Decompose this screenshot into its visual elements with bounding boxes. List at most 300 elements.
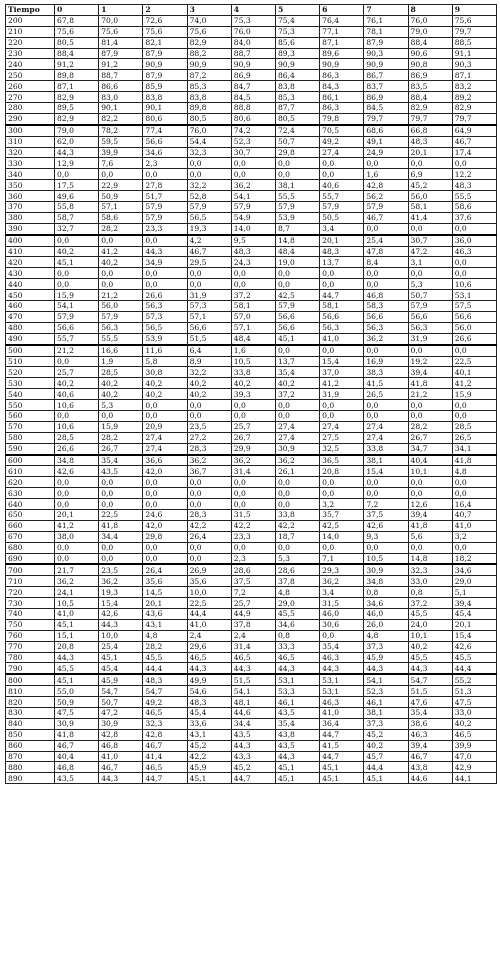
table-cell: 0,0: [320, 279, 364, 290]
table-cell: 26,5: [452, 432, 496, 443]
table-cell: 28,3: [187, 509, 231, 520]
table-row: [6, 279, 497, 290]
table-cell: 31,5: [320, 598, 364, 609]
table-cell: 57,9: [231, 202, 275, 213]
table-row: [6, 663, 497, 674]
table-cell: 36,6: [143, 455, 187, 466]
table-row: [6, 466, 497, 477]
table-cell: 0,0: [187, 268, 231, 279]
table-row: [6, 751, 497, 762]
table-cell: 20,9: [143, 421, 187, 432]
row-time-cell: 620: [6, 477, 55, 488]
table-cell: 89,3: [275, 48, 319, 59]
table-cell: 5,1: [452, 587, 496, 598]
table-cell: 38,1: [364, 708, 408, 719]
table-cell: 88,8: [231, 103, 275, 114]
table-cell: 87,9: [99, 48, 143, 59]
table-row: [6, 686, 497, 697]
table-cell: 9,3: [364, 531, 408, 542]
table-cell: 56,6: [275, 322, 319, 333]
table-cell: 44,3: [364, 663, 408, 674]
table-cell: 28,5: [99, 367, 143, 378]
table-cell: 39,4: [408, 509, 452, 520]
table-cell: 57,5: [452, 301, 496, 312]
table-cell: 44,3: [275, 663, 319, 674]
table-cell: 70,0: [99, 15, 143, 26]
table-cell: 46,1: [364, 697, 408, 708]
table-cell: 50,7: [275, 136, 319, 147]
table-cell: 34,6: [364, 598, 408, 609]
table-cell: 91,2: [55, 59, 99, 70]
table-cell: 88,2: [187, 48, 231, 59]
table-cell: 0,0: [143, 400, 187, 411]
table-cell: 85,6: [275, 37, 319, 48]
row-time-cell: 550: [6, 400, 55, 411]
table-cell: 44,4: [187, 608, 231, 619]
table-cell: 54,4: [187, 136, 231, 147]
row-time-cell: 250: [6, 70, 55, 81]
table-cell: 41,2: [452, 378, 496, 389]
table-cell: 54,7: [408, 674, 452, 685]
row-time-cell: 350: [6, 180, 55, 191]
table-cell: 37,0: [320, 367, 364, 378]
table-cell: 85,3: [187, 81, 231, 92]
table-cell: 0,0: [320, 400, 364, 411]
table-cell: 34,4: [99, 531, 143, 542]
table-cell: 37,6: [452, 212, 496, 223]
table-cell: 0,0: [143, 488, 187, 499]
table-cell: 15,4: [320, 356, 364, 367]
table-cell: 45,4: [99, 663, 143, 674]
table-cell: 38,0: [55, 531, 99, 542]
table-cell: 26,7: [231, 432, 275, 443]
table-row: [6, 718, 497, 729]
table-cell: 86,1: [320, 92, 364, 103]
table-cell: 0,0: [55, 235, 99, 246]
table-cell: 45,1: [55, 674, 99, 685]
table-cell: 55,2: [452, 674, 496, 685]
row-time-cell: 800: [6, 674, 55, 685]
table-cell: 36,2: [231, 455, 275, 466]
table-cell: 44,3: [231, 740, 275, 751]
table-row: [6, 322, 497, 333]
table-cell: 57,9: [364, 202, 408, 213]
row-time-cell: 210: [6, 26, 55, 37]
table-cell: 11,6: [143, 345, 187, 356]
table-cell: 44,1: [452, 773, 496, 784]
table-cell: 78,2: [99, 125, 143, 136]
table-cell: 19,2: [408, 356, 452, 367]
table-cell: 29,6: [187, 641, 231, 652]
table-cell: 41,0: [99, 751, 143, 762]
table-row: [6, 333, 497, 344]
table-cell: 57,3: [143, 311, 187, 322]
table-row: [6, 246, 497, 257]
table-cell: 58,1: [408, 202, 452, 213]
table-cell: 53,1: [320, 674, 364, 685]
row-time-cell: 730: [6, 598, 55, 609]
table-row: [6, 477, 497, 488]
table-cell: 0,0: [187, 158, 231, 169]
table-cell: 30,7: [408, 235, 452, 246]
table-cell: 12,9: [55, 158, 99, 169]
table-cell: 46,7: [55, 740, 99, 751]
table-row: [6, 48, 497, 59]
table-cell: 24,1: [55, 587, 99, 598]
table-cell: 14,8: [275, 235, 319, 246]
table-cell: 67,8: [55, 15, 99, 26]
table-cell: 56,5: [187, 212, 231, 223]
table-cell: 90,9: [143, 59, 187, 70]
table-cell: 90,1: [99, 103, 143, 114]
table-cell: 46,3: [452, 246, 496, 257]
table-cell: 48,3: [408, 136, 452, 147]
table-row: [6, 773, 497, 784]
table-cell: 48,3: [452, 180, 496, 191]
table-cell: 44,6: [231, 708, 275, 719]
table-cell: 23,3: [143, 223, 187, 234]
table-cell: 9,5: [231, 235, 275, 246]
table-cell: 75,6: [55, 26, 99, 37]
table-cell: 56,3: [364, 322, 408, 333]
table-row: [6, 443, 497, 454]
table-cell: 0,0: [143, 268, 187, 279]
table-cell: 68,6: [364, 125, 408, 136]
table-cell: 76,4: [320, 15, 364, 26]
table-cell: 27,8: [143, 180, 187, 191]
table-cell: 48,3: [143, 674, 187, 685]
table-cell: 3,2: [452, 531, 496, 542]
table-cell: 37,2: [408, 598, 452, 609]
row-time-cell: 630: [6, 488, 55, 499]
column-header-tiempo: Tiempo: [6, 5, 55, 16]
table-cell: 0,0: [275, 400, 319, 411]
table-cell: 22,5: [99, 509, 143, 520]
table-cell: 58,3: [364, 301, 408, 312]
table-cell: 41,5: [320, 740, 364, 751]
row-time-cell: 320: [6, 147, 55, 158]
table-cell: 25,7: [231, 421, 275, 432]
table-cell: 16,4: [452, 499, 496, 510]
table-cell: 28,2: [99, 223, 143, 234]
table-cell: 2,4: [187, 630, 231, 641]
table-cell: 1,9: [99, 356, 143, 367]
table-cell: 32,3: [408, 564, 452, 575]
table-cell: 86,9: [231, 70, 275, 81]
row-time-cell: 460: [6, 301, 55, 312]
table-cell: 32,2: [187, 180, 231, 191]
table-row: [6, 367, 497, 378]
table-cell: 0,8: [364, 587, 408, 598]
table-cell: 45,1: [320, 773, 364, 784]
table-cell: 43,1: [143, 619, 187, 630]
table-cell: 8,7: [275, 223, 319, 234]
table-cell: 86,9: [408, 70, 452, 81]
table-cell: 30,9: [275, 443, 319, 454]
table-cell: 44,6: [408, 773, 452, 784]
table-cell: 87,7: [275, 103, 319, 114]
table-cell: 44,7: [143, 773, 187, 784]
table-cell: 57,0: [231, 311, 275, 322]
table-row: [6, 136, 497, 147]
table-cell: 36,2: [231, 180, 275, 191]
table-cell: 82,9: [408, 103, 452, 114]
table-cell: 51,3: [452, 686, 496, 697]
table-cell: 86,6: [99, 81, 143, 92]
table-cell: 0,0: [452, 268, 496, 279]
table-cell: 84,7: [231, 81, 275, 92]
row-time-cell: 820: [6, 697, 55, 708]
table-cell: 79,7: [364, 113, 408, 124]
table-cell: 0,0: [275, 499, 319, 510]
table-row: [6, 345, 497, 356]
row-time-cell: 690: [6, 553, 55, 564]
table-cell: 13,7: [320, 257, 364, 268]
table-cell: 15,9: [452, 389, 496, 400]
table-cell: 41,0: [55, 608, 99, 619]
table-cell: 21,2: [55, 345, 99, 356]
table-cell: 46,7: [143, 740, 187, 751]
table-cell: 42,0: [143, 520, 187, 531]
table-cell: 0,0: [99, 488, 143, 499]
table-cell: 0,0: [408, 345, 452, 356]
table-cell: 45,1: [187, 773, 231, 784]
table-cell: 26,6: [143, 290, 187, 301]
table-cell: 90,9: [364, 59, 408, 70]
table-cell: 0,0: [452, 223, 496, 234]
table-cell: 26,6: [55, 443, 99, 454]
table-cell: 40,2: [364, 740, 408, 751]
table-cell: 45,2: [187, 740, 231, 751]
table-cell: 83,2: [452, 81, 496, 92]
table-row: [6, 576, 497, 587]
table-cell: 41,2: [55, 520, 99, 531]
table-cell: 44,4: [143, 663, 187, 674]
column-header-7: 7: [364, 5, 408, 16]
table-cell: 56,6: [275, 311, 319, 322]
table-cell: 31,5: [231, 509, 275, 520]
table-row: [6, 608, 497, 619]
table-cell: 58,1: [231, 301, 275, 312]
table-cell: 43,5: [231, 729, 275, 740]
table-cell: 90,9: [275, 59, 319, 70]
row-time-cell: 310: [6, 136, 55, 147]
row-time-cell: 880: [6, 762, 55, 773]
table-cell: 0,0: [320, 630, 364, 641]
table-row: [6, 113, 497, 124]
table-cell: 36,5: [320, 455, 364, 466]
table-cell: 42,6: [55, 466, 99, 477]
table-cell: 5,3: [99, 400, 143, 411]
table-cell: 45,5: [408, 652, 452, 663]
table-cell: 87,9: [143, 70, 187, 81]
table-cell: 26,9: [187, 564, 231, 575]
table-cell: 21,2: [99, 290, 143, 301]
table-cell: 0,0: [452, 345, 496, 356]
table-cell: 79,7: [452, 26, 496, 37]
table-cell: 39,3: [231, 389, 275, 400]
table-cell: 46,3: [320, 652, 364, 663]
table-cell: 36,0: [452, 235, 496, 246]
table-cell: 75,6: [99, 26, 143, 37]
table-cell: 0,0: [143, 477, 187, 488]
table-cell: 0,0: [231, 542, 275, 553]
table-cell: 79,8: [320, 113, 364, 124]
table-cell: 34,1: [452, 443, 496, 454]
table-row: [6, 191, 497, 202]
table-cell: 0,0: [275, 268, 319, 279]
table-cell: 22,5: [452, 356, 496, 367]
table-cell: 10,5: [55, 598, 99, 609]
table-cell: 45,5: [452, 652, 496, 663]
table-cell: 0,0: [231, 400, 275, 411]
table-cell: 52,3: [231, 136, 275, 147]
row-time-cell: 860: [6, 740, 55, 751]
table-cell: 56,6: [55, 322, 99, 333]
table-cell: 35,7: [320, 509, 364, 520]
table-row: [6, 531, 497, 542]
table-cell: 57,9: [99, 311, 143, 322]
table-cell: 38,6: [408, 718, 452, 729]
table-cell: 90,1: [143, 103, 187, 114]
table-cell: 29,0: [275, 598, 319, 609]
column-header-8: 8: [408, 5, 452, 16]
table-cell: 43,8: [275, 729, 319, 740]
row-time-cell: 610: [6, 466, 55, 477]
table-cell: 20,1: [55, 509, 99, 520]
table-cell: 46,7: [187, 246, 231, 257]
table-cell: 52,8: [187, 191, 231, 202]
table-cell: 58,6: [99, 212, 143, 223]
table-cell: 88,4: [408, 92, 452, 103]
table-cell: 86,3: [320, 103, 364, 114]
table-row: [6, 235, 497, 246]
table-cell: 45,5: [275, 608, 319, 619]
table-cell: 45,2: [408, 180, 452, 191]
table-cell: 40,2: [187, 389, 231, 400]
table-cell: 48,3: [231, 246, 275, 257]
table-cell: 83,5: [408, 81, 452, 92]
table-cell: 12,2: [452, 169, 496, 180]
table-cell: 84,5: [231, 92, 275, 103]
table-cell: 41,2: [99, 246, 143, 257]
table-cell: 40,2: [143, 378, 187, 389]
table-cell: 23,3: [231, 531, 275, 542]
table-cell: 0,0: [452, 477, 496, 488]
table-cell: 34,9: [143, 257, 187, 268]
table-cell: 5,6: [408, 531, 452, 542]
column-header-2: 2: [143, 5, 187, 16]
table-cell: 28,6: [231, 564, 275, 575]
table-cell: 32,3: [143, 718, 187, 729]
table-cell: 14,0: [231, 223, 275, 234]
table-cell: 0,0: [55, 410, 99, 421]
table-row: [6, 652, 497, 663]
table-cell: 0,0: [55, 553, 99, 564]
row-time-cell: 650: [6, 509, 55, 520]
table-cell: 31,9: [408, 333, 452, 344]
table-cell: 53,3: [275, 686, 319, 697]
table-cell: 28,5: [55, 432, 99, 443]
table-cell: 20,1: [452, 619, 496, 630]
column-header-3: 3: [187, 5, 231, 16]
table-cell: 45,9: [187, 762, 231, 773]
table-cell: 56,5: [143, 322, 187, 333]
table-cell: 90,9: [187, 59, 231, 70]
table-cell: 74,0: [187, 15, 231, 26]
table-cell: 5,8: [143, 356, 187, 367]
row-time-cell: 430: [6, 268, 55, 279]
table-cell: 45,5: [55, 663, 99, 674]
table-cell: 36,2: [55, 576, 99, 587]
row-time-cell: 660: [6, 520, 55, 531]
table-cell: 40,2: [99, 378, 143, 389]
table-cell: 54,9: [231, 212, 275, 223]
table-cell: 77,4: [143, 125, 187, 136]
table-cell: 34,8: [55, 455, 99, 466]
table-cell: 10,0: [187, 587, 231, 598]
table-cell: 40,1: [452, 367, 496, 378]
table-cell: 80,5: [55, 37, 99, 48]
table-cell: 45,1: [275, 333, 319, 344]
table-cell: 86,7: [364, 70, 408, 81]
table-cell: 7,6: [99, 158, 143, 169]
table-cell: 0,0: [275, 477, 319, 488]
table-cell: 33,0: [452, 708, 496, 719]
table-cell: 37,3: [364, 718, 408, 729]
table-cell: 19,0: [275, 257, 319, 268]
table-cell: 27,4: [320, 147, 364, 158]
table-cell: 86,9: [364, 92, 408, 103]
table-cell: 0,0: [99, 477, 143, 488]
table-cell: 25,7: [55, 367, 99, 378]
table-cell: 0,0: [187, 553, 231, 564]
table-cell: 30,7: [231, 147, 275, 158]
header-row: [6, 5, 497, 16]
table-cell: 32,5: [320, 443, 364, 454]
table-cell: 0,0: [320, 345, 364, 356]
table-cell: 47,2: [99, 708, 143, 719]
table-cell: 89,8: [187, 103, 231, 114]
table-cell: 50,9: [55, 697, 99, 708]
table-cell: 58,7: [55, 212, 99, 223]
table-cell: 46,0: [320, 608, 364, 619]
row-time-cell: 570: [6, 421, 55, 432]
table-cell: 26,5: [364, 389, 408, 400]
table-cell: 0,0: [231, 268, 275, 279]
table-cell: 44,9: [231, 608, 275, 619]
table-cell: 54,1: [231, 191, 275, 202]
table-cell: 26,6: [452, 333, 496, 344]
row-time-cell: 560: [6, 410, 55, 421]
row-time-cell: 340: [6, 169, 55, 180]
table-row: [6, 378, 497, 389]
table-cell: 35,6: [187, 576, 231, 587]
table-cell: 8,4: [364, 257, 408, 268]
table-row: [6, 356, 497, 367]
table-cell: 0,0: [408, 410, 452, 421]
row-time-cell: 440: [6, 279, 55, 290]
table-cell: 20,1: [408, 147, 452, 158]
table-cell: 35,4: [99, 455, 143, 466]
table-cell: 3,1: [408, 257, 452, 268]
table-cell: 46,5: [452, 729, 496, 740]
table-cell: 83,0: [99, 92, 143, 103]
table-row: [6, 180, 497, 191]
table-cell: 45,2: [231, 762, 275, 773]
table-cell: 38,3: [364, 367, 408, 378]
table-cell: 57,9: [320, 202, 364, 213]
